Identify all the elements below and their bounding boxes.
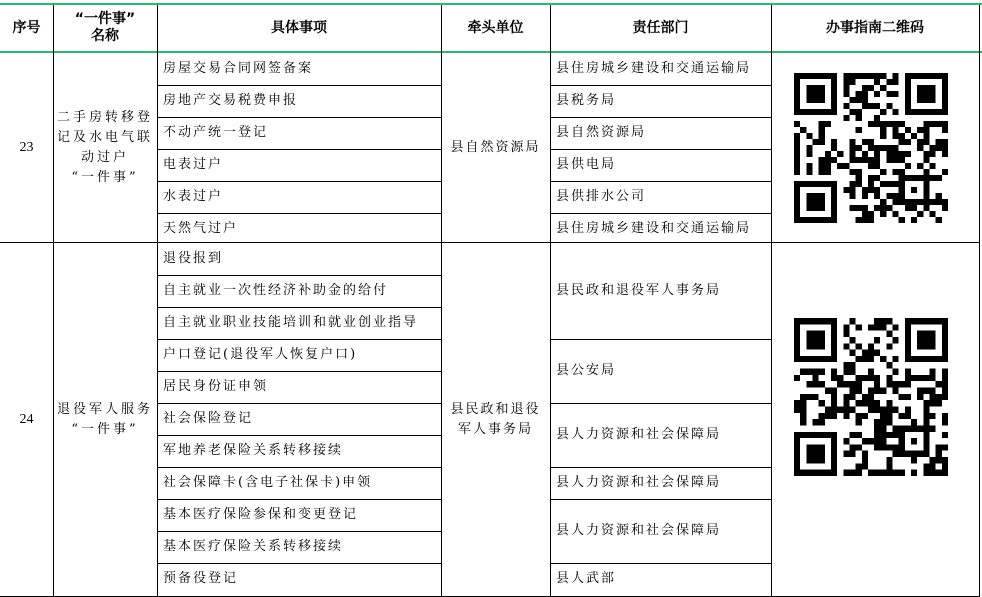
row-24-name xyxy=(53,243,157,596)
item-cell: 自主就业职业技能培训和就业创业指导 xyxy=(163,315,419,330)
row-24-name-line: “一件事” xyxy=(71,421,139,437)
dept-cell: 县供电局 xyxy=(556,157,617,172)
cell-rule xyxy=(157,435,441,436)
header-lead: 牵头单位 xyxy=(467,19,524,36)
cell-rule xyxy=(157,117,441,118)
item-cell: 电表过户 xyxy=(163,157,224,172)
dept-cell: 县住房城乡建设和交通运输局 xyxy=(556,61,752,76)
cell-rule xyxy=(550,85,771,86)
row-23-name xyxy=(53,53,157,242)
qr-code-icon xyxy=(794,318,948,476)
cell-rule xyxy=(157,371,441,372)
dept-cell: 县人武部 xyxy=(556,571,617,586)
cell-rule xyxy=(157,403,441,404)
cell-rule xyxy=(550,117,771,118)
dept-cell: 县住房城乡建设和交通运输局 xyxy=(556,221,752,236)
row-23-lead: 县自然资源局 xyxy=(450,139,541,155)
row-23-name-line: 记及水电气联 xyxy=(56,129,153,145)
item-cell: 房地产交易税费申报 xyxy=(163,93,299,108)
row-24-lead xyxy=(441,243,550,596)
item-cell: 水表过户 xyxy=(163,189,224,204)
item-cell: 社会保险登记 xyxy=(163,411,254,426)
item-cell: 军地养老保险关系转移接续 xyxy=(163,443,344,458)
header-dept: 责任部门 xyxy=(632,19,689,36)
header-name-line2: 名称 xyxy=(91,28,119,44)
dept-cell: 县税务局 xyxy=(556,93,617,108)
dept-cell: 县自然资源局 xyxy=(556,125,647,140)
cell-rule xyxy=(157,563,441,564)
dept-cell: 县人力资源和社会保障局 xyxy=(556,475,722,490)
cell-rule xyxy=(157,149,441,150)
cell-rule xyxy=(157,339,441,340)
item-cell: 退役报到 xyxy=(163,251,224,266)
header-qr: 办事指南二维码 xyxy=(826,19,924,36)
cell-rule xyxy=(157,213,441,214)
cell-rule xyxy=(157,307,441,308)
dept-cell: 县人力资源和社会保障局 xyxy=(556,523,722,538)
header-seq: 序号 xyxy=(12,19,41,36)
cell-rule xyxy=(157,531,441,532)
cell-rule xyxy=(550,403,771,404)
cell-rule xyxy=(157,467,441,468)
item-cell: 社会保障卡(含电子社保卡)申领 xyxy=(163,475,373,490)
row-24-seq: 24 xyxy=(19,411,34,427)
item-cell: 自主就业一次性经济补助金的给付 xyxy=(163,283,389,298)
row-24-lead-line: 军人事务局 xyxy=(457,421,533,437)
item-cell: 基本医疗保险参保和变更登记 xyxy=(163,507,359,522)
col-rule xyxy=(979,5,980,597)
dept-cell: 县公安局 xyxy=(556,363,617,378)
item-cell: 预备役登记 xyxy=(163,571,239,586)
cell-rule xyxy=(157,85,441,86)
dept-cell: 县人力资源和社会保障局 xyxy=(556,427,722,442)
header-name-line1: “一件事” xyxy=(74,11,136,27)
item-cell: 不动产统一登记 xyxy=(163,125,269,140)
cell-rule xyxy=(550,181,771,182)
dept-cell: 县民政和退役军人事务局 xyxy=(556,283,722,298)
col-rule xyxy=(771,5,772,597)
row-23-name-line: 二手房转移登 xyxy=(56,109,153,125)
cell-rule xyxy=(550,563,771,564)
row-23-name-line: “一件事” xyxy=(71,169,139,185)
cell-rule xyxy=(550,499,771,500)
cell-rule xyxy=(550,149,771,150)
item-cell: 天然气过户 xyxy=(163,221,239,236)
item-cell: 基本医疗保险关系转移接续 xyxy=(163,539,344,554)
item-cell: 居民身份证申领 xyxy=(163,379,269,394)
row-23-seq: 23 xyxy=(19,139,34,155)
header-item: 具体事项 xyxy=(271,19,327,36)
item-cell: 户口登记(退役军人恢复户口) xyxy=(163,347,358,362)
cell-rule xyxy=(157,275,441,276)
dept-cell: 县供排水公司 xyxy=(556,189,647,204)
header-name xyxy=(53,5,157,51)
cell-rule xyxy=(550,467,771,468)
qr-code-icon xyxy=(794,73,948,223)
row-24-lead-line: 县民政和退役 xyxy=(450,401,541,417)
cell-rule xyxy=(550,339,771,340)
cell-rule xyxy=(157,181,441,182)
cell-rule xyxy=(550,213,771,214)
row-24-name-line: 退役军人服务 xyxy=(56,401,153,417)
item-cell: 房屋交易合同网签备案 xyxy=(163,61,314,76)
row-23-name-line: 动过户 xyxy=(80,149,129,165)
cell-rule xyxy=(157,499,441,500)
